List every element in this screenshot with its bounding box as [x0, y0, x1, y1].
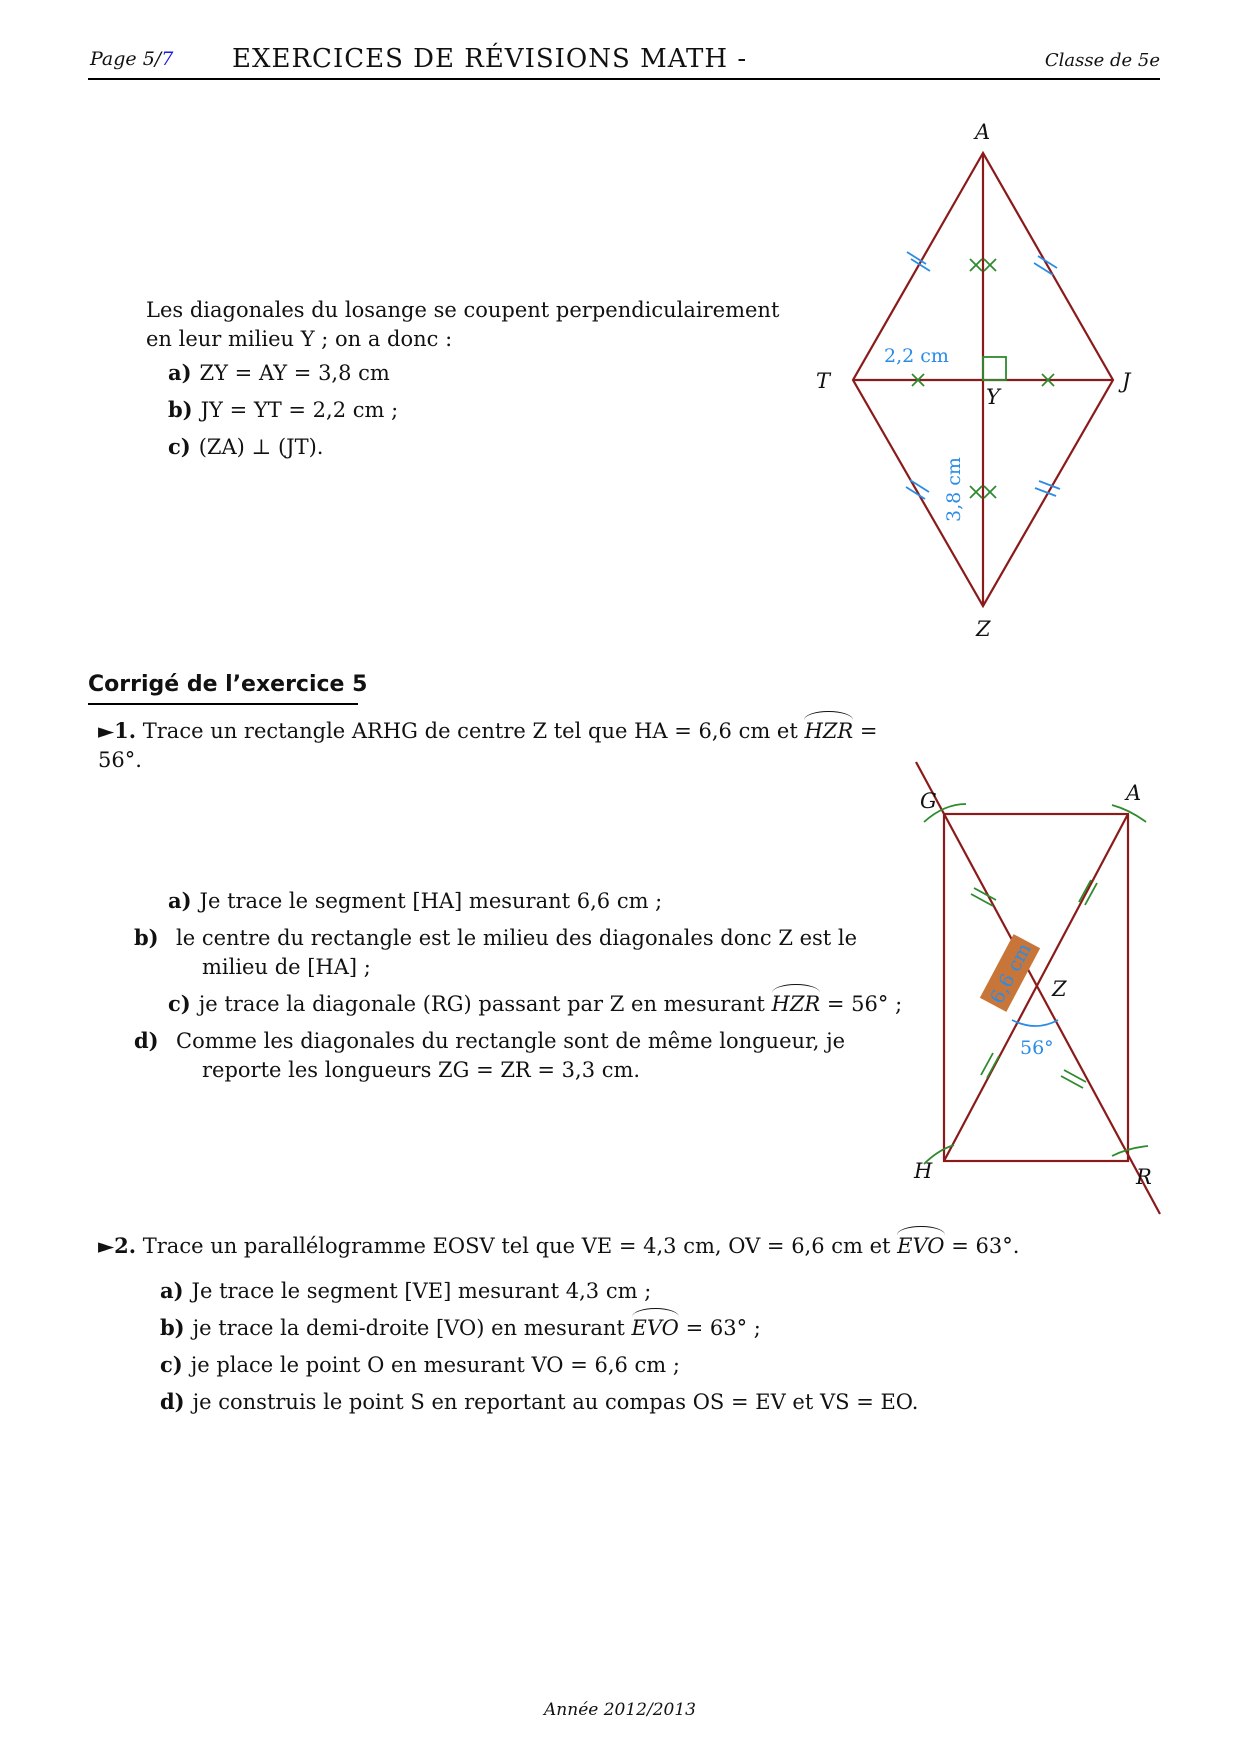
vertex-label-A: A — [975, 120, 991, 144]
exercise-2-statement — [98, 1231, 1138, 1261]
list-item — [168, 395, 788, 425]
exercise-2-text-end: = 63°. — [951, 1234, 1020, 1258]
vertex-label-A: A — [1126, 781, 1142, 805]
header-divider — [88, 78, 1160, 80]
item-text: Je trace le segment [HA] mesurant 6,6 cm ; — [199, 889, 663, 913]
item-label: a) — [168, 888, 192, 913]
exercise-1-items — [134, 886, 908, 1085]
exercise-2-items — [160, 1276, 1120, 1417]
item-text: je trace la demi-droite [VO) en mesurant — [192, 1316, 625, 1340]
list-item: d) Comme les diagonales du rectangle sont de même longueur, je reporte les longueurs ZG = ZR = 3,3 cm. — [134, 1028, 846, 1082]
list-item — [168, 989, 908, 1019]
list-item — [160, 1313, 1120, 1343]
exercise-1-text-end: = 56°. — [98, 719, 878, 772]
exercise-1-marker: ►1. — [98, 718, 137, 743]
vertex-label-T: T — [816, 369, 831, 393]
item-text: je trace la diagonale (RG) passant par Z en mesurant — [198, 992, 765, 1016]
exercise-2-text: Trace un parallélogramme EOSV tel que VE = 4,3 cm, OV = 6,6 cm et — [142, 1234, 891, 1258]
section-title: Corrigé de l’exercice 5 — [88, 672, 368, 697]
page-total-link[interactable]: 7 — [161, 48, 174, 70]
exercise-1-text: Trace un rectangle ARHG de centre Z tel que HA = 6,6 cm et — [142, 719, 798, 743]
right-angle-marker — [983, 357, 1006, 380]
vertex-label-J: J — [1122, 369, 1131, 393]
angle-notation: HZR — [804, 717, 853, 746]
item-text: le centre du rectangle est le milieu des diagonales donc Z est le milieu de [HA] ; — [176, 926, 858, 979]
page-number — [90, 48, 173, 70]
vertex-label-H: H — [914, 1159, 933, 1183]
list-item — [160, 1276, 1120, 1306]
item-label: b) — [168, 397, 193, 422]
item-label: b) — [160, 1315, 185, 1340]
list-item — [168, 432, 788, 462]
item-text: (ZA) ⊥ (JT). — [198, 435, 324, 459]
item-text: JY = YT = 2,2 cm ; — [200, 398, 399, 422]
list-item — [160, 1350, 1120, 1380]
item-text: je construis le point S en reportant au compas OS = EV et VS = EO. — [192, 1390, 919, 1414]
rhombus-figure — [800, 110, 1160, 650]
page-title: EXERCICES DE RÉVISIONS MATH - — [232, 44, 748, 74]
item-label: c) — [168, 434, 191, 459]
rectangle-figure — [880, 750, 1170, 1220]
list-item — [168, 358, 788, 388]
list-item — [168, 886, 908, 916]
half-diagonal-label-vertical: 3,8 cm — [943, 457, 965, 522]
vertex-label-Z: Z — [976, 617, 991, 641]
angle-value-label: 56° — [1020, 1037, 1054, 1059]
exercise-2-marker: ►2. — [98, 1233, 137, 1258]
item-text-end: = 63° ; — [685, 1316, 761, 1340]
diagonal-length-label: 6,6 cm — [985, 939, 1036, 1008]
item-label: d) — [160, 1389, 185, 1414]
page-prefix: Page 5/ — [90, 48, 162, 70]
item-text: ZY = AY = 3,8 cm — [199, 361, 390, 385]
center-label-Y: Y — [986, 385, 1000, 409]
vertex-label-R: R — [1136, 1165, 1152, 1189]
vertex-label-G: G — [920, 789, 937, 813]
exercise-1-statement — [98, 716, 928, 775]
angle-notation: HZR — [772, 990, 821, 1019]
half-diagonal-label-horizontal: 2,2 cm — [884, 345, 949, 367]
item-label: a) — [168, 360, 192, 385]
list-item: b) le centre du rectangle est le milieu des diagonales donc Z est le milieu de [HA] ; — [134, 925, 858, 979]
page-footer: Année 2012/2013 — [544, 1700, 696, 1720]
angle-notation: EVO — [897, 1232, 944, 1261]
rhombus-intro: Les diagonales du losange se coupent perpendiculairement en leur milieu Y ; on a donc : — [146, 298, 780, 351]
angle-notation: EVO — [632, 1314, 679, 1343]
item-text-end: = 56° ; — [826, 992, 903, 1016]
item-text: Je trace le segment [VE] mesurant 4,3 cm ; — [191, 1279, 652, 1303]
item-label: c) — [160, 1352, 183, 1377]
section-underline — [88, 703, 358, 705]
rhombus-items — [168, 358, 788, 462]
item-text: Comme les diagonales du rectangle sont de même longueur, je reporte les longueurs ZG = ZR = 3,3 cm. — [176, 1029, 846, 1082]
center-label-Z: Z — [1052, 977, 1067, 1001]
item-label: c) — [168, 991, 191, 1016]
item-label: a) — [160, 1278, 184, 1303]
class-label: Classe de 5e — [1044, 50, 1160, 71]
list-item — [160, 1387, 1120, 1417]
item-text: je place le point O en mesurant VO = 6,6 cm ; — [190, 1353, 680, 1377]
